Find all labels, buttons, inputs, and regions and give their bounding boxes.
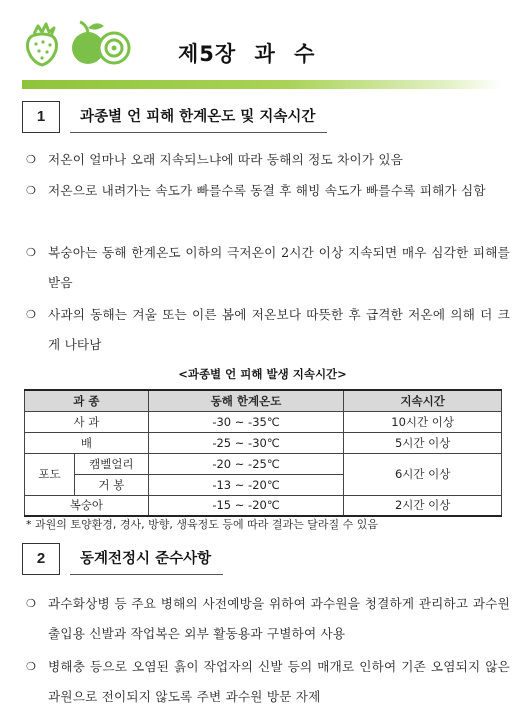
header-temp: 동해 한계온도 xyxy=(148,390,344,411)
section-number: 1 xyxy=(22,101,60,133)
table-footnote: * 과원의 토양환경, 경사, 방향, 생육정도 등에 따라 결과는 달라질 수 있음 xyxy=(26,518,378,531)
damage-duration-table xyxy=(24,389,502,517)
table-header-row xyxy=(25,390,502,411)
section-title: 동계전정시 준수사항 xyxy=(70,543,223,575)
circle-bullet-icon: ❍ xyxy=(26,660,36,673)
bullet-item: ❍ 복숭아는 동해 한계온도 이하의 극저온이 2시간 이상 지속되면 매우 심각한 피해를 받음 xyxy=(26,238,510,298)
circle-bullet-icon: ❍ xyxy=(26,308,36,321)
crop-cell: 배 xyxy=(25,432,149,453)
circle-bullet-icon: ❍ xyxy=(26,246,36,259)
temp-cell: -15 ~ -20℃ xyxy=(148,495,344,516)
circle-bullet-icon: ❍ xyxy=(26,597,36,610)
table-row xyxy=(25,432,502,453)
circle-bullet-icon: ❍ xyxy=(26,153,36,166)
table-caption: <과종별 언 피해 발생 지속시간> xyxy=(178,367,347,381)
strawberry-and-fruit-icon xyxy=(22,18,134,68)
crop-cell: 캠벨얼리 xyxy=(74,453,148,474)
temp-cell: -20 ~ -25℃ xyxy=(148,453,344,474)
page-title: 제5장 과 수 xyxy=(178,42,316,66)
duration-cell: 6시간 이상 xyxy=(344,453,502,495)
temp-cell: -13 ~ -20℃ xyxy=(148,474,344,495)
crop-cell: 복숭아 xyxy=(25,495,149,516)
table-row xyxy=(25,495,502,516)
bullet-item: ❍ 사과의 동해는 겨울 또는 이른 봄에 저온보다 따뜻한 후 급격한 저온에 의해 더 크게 나타남 xyxy=(26,300,510,360)
section-2-heading xyxy=(22,543,332,577)
bullet-item: ❍ 병해충 등으로 오염된 흙이 작업자의 신발 등의 매개로 인하여 기존 오염되지 않은 과원으로 전이되지 않도록 주변 과수원 방문 자제 xyxy=(26,652,510,712)
bullet-item: ❍ 저온으로 내려가는 속도가 빠를수록 동결 후 해빙 속도가 빠를수록 피해가 심함 xyxy=(26,176,510,206)
temp-cell: -25 ~ -30℃ xyxy=(148,432,344,453)
title-underline-bar xyxy=(22,80,502,89)
crop-cell: 사 과 xyxy=(25,411,149,432)
table-row xyxy=(25,453,502,474)
temp-cell: -30 ~ -35℃ xyxy=(148,411,344,432)
page-header xyxy=(0,0,525,92)
section-number: 2 xyxy=(22,543,60,575)
section-title: 과종별 언 피해 한계온도 및 지속시간 xyxy=(70,101,327,133)
section-1-heading xyxy=(22,101,402,135)
bullet-item: ❍ 저온이 얼마나 오래 지속되느냐에 따라 동해의 정도 차이가 있음 xyxy=(26,145,510,175)
duration-cell: 2시간 이상 xyxy=(344,495,502,516)
circle-bullet-icon: ❍ xyxy=(26,184,36,197)
bullet-item: ❍ 과수화상병 등 주요 병해의 사전예방을 위하여 과수원을 청결하게 관리하고 과수원 출입용 신발과 작업복은 외부 활동용과 구별하여 사용 xyxy=(26,589,510,649)
crop-cell: 거 봉 xyxy=(74,474,148,495)
table-row xyxy=(25,411,502,432)
duration-cell: 10시간 이상 xyxy=(344,411,502,432)
duration-cell: 5시간 이상 xyxy=(344,432,502,453)
header-duration: 지속시간 xyxy=(344,390,502,411)
header-crop: 과 종 xyxy=(25,390,149,411)
crop-group-cell: 포도 xyxy=(25,453,75,495)
